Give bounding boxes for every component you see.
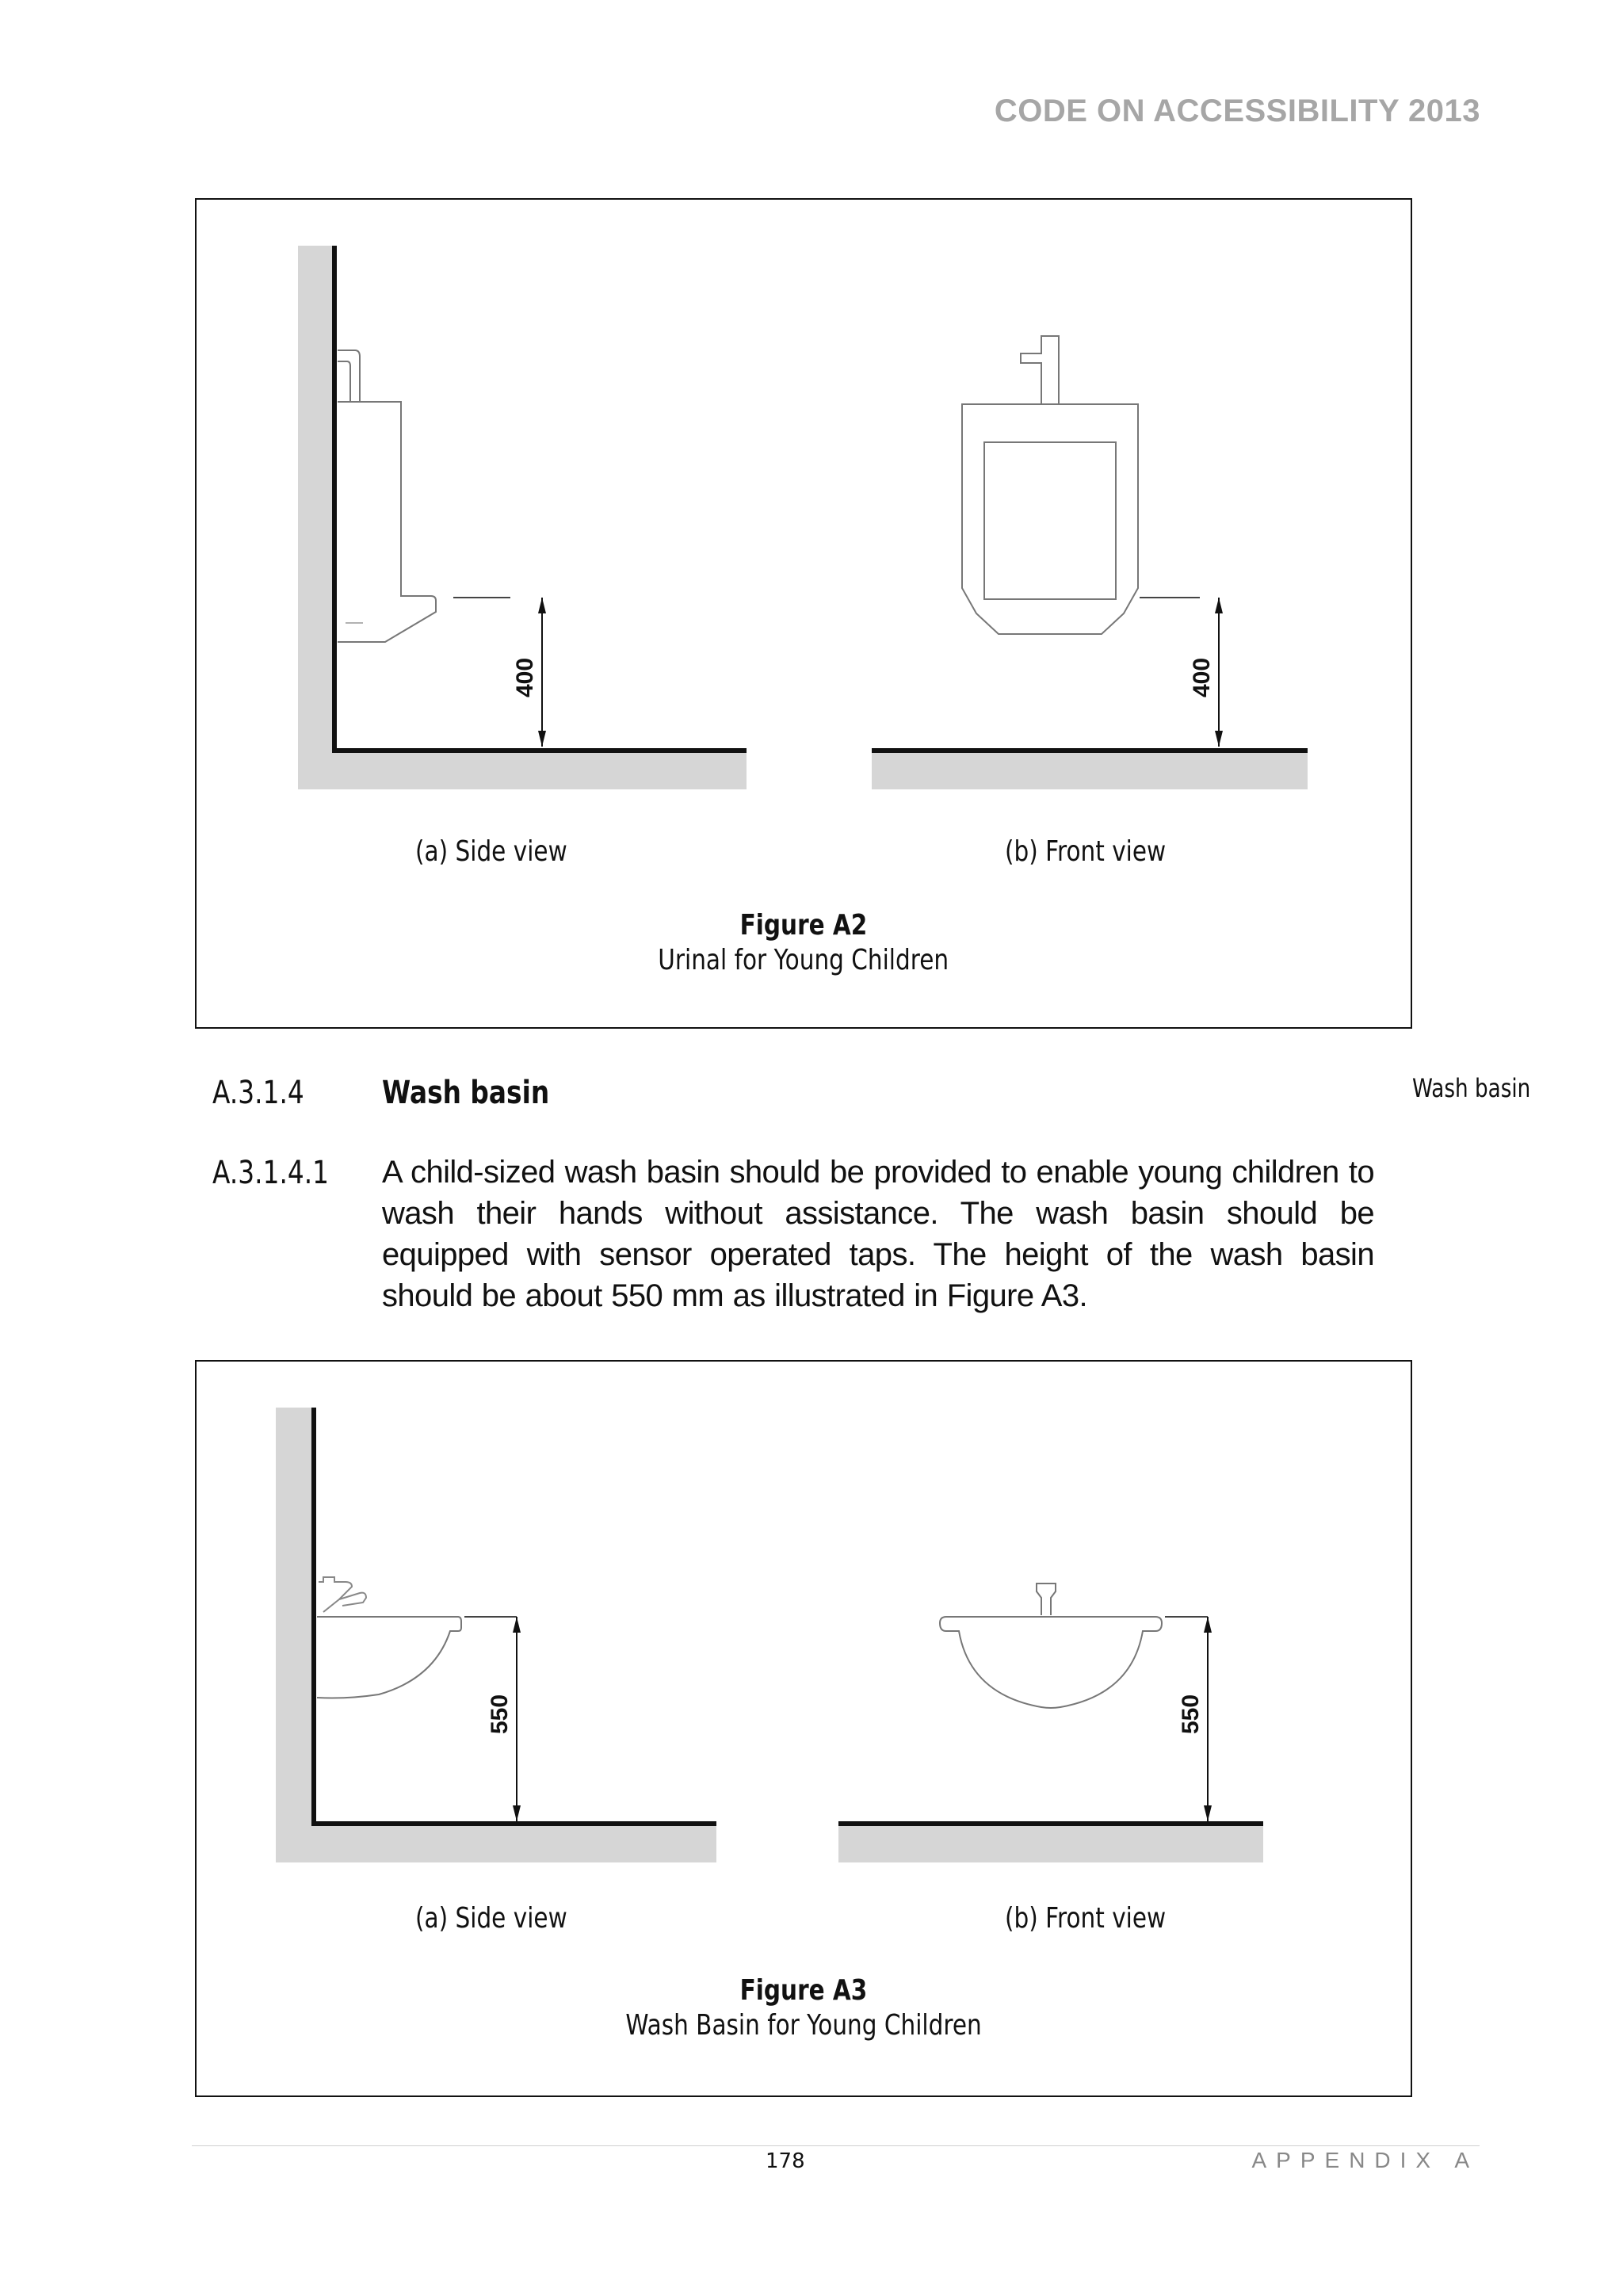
figure-a3-box <box>195 1360 1412 2097</box>
wall-hatch <box>276 1408 314 1862</box>
basin-side-view <box>276 1408 716 1862</box>
floor-hatch <box>298 751 747 789</box>
paragraph-body: A child-sized wash basin should be provided to enable young children to wash their hands without assistance. The wash basin should be equipped with sensor operated taps. The height of the wash basin should be about 550 mm as illustrated in Figure A3. <box>382 1155 1374 1313</box>
dimension-label: 550 <box>487 1694 513 1734</box>
paragraph-number: A.3.1.4.1 <box>212 1155 330 1191</box>
urinal-front-view <box>872 336 1308 789</box>
basin-front-view <box>838 1584 1263 1862</box>
section-title: Wash basin <box>382 1075 550 1111</box>
figure-title: Figure A2 <box>739 909 868 942</box>
figure-caption: Wash Basin for Young Children <box>625 2009 982 2042</box>
dimension-label: 400 <box>512 657 538 697</box>
margin-note: Wash basin <box>1412 1073 1531 1103</box>
appendix-label: APPENDIX A <box>1251 2148 1479 2172</box>
figure-a2-drawing <box>197 200 1414 1030</box>
side-view-label: (a) Side view <box>415 1902 567 1935</box>
section-number: A.3.1.4 <box>212 1075 304 1111</box>
urinal-side-view <box>298 246 747 789</box>
front-view-label: (b) Front view <box>1005 1902 1167 1935</box>
dimension-label: 550 <box>1178 1694 1204 1734</box>
page-number: 178 <box>766 2149 805 2173</box>
document-header: CODE ON ACCESSIBILITY 2013 <box>994 94 1480 128</box>
front-view-label: (b) Front view <box>1005 835 1167 868</box>
paragraph-text <box>382 1152 1374 1316</box>
wall-hatch <box>298 246 334 789</box>
floor-hatch <box>838 1824 1263 1862</box>
figure-caption: Urinal for Young Children <box>658 944 949 976</box>
footer-divider <box>192 2145 1480 2146</box>
floor-hatch <box>872 751 1308 789</box>
figure-title: Figure A3 <box>739 1974 868 2007</box>
floor-hatch <box>276 1824 716 1862</box>
side-view-label: (a) Side view <box>415 835 567 868</box>
figure-a2-box <box>195 198 1412 1029</box>
dimension-label: 400 <box>1189 657 1215 697</box>
